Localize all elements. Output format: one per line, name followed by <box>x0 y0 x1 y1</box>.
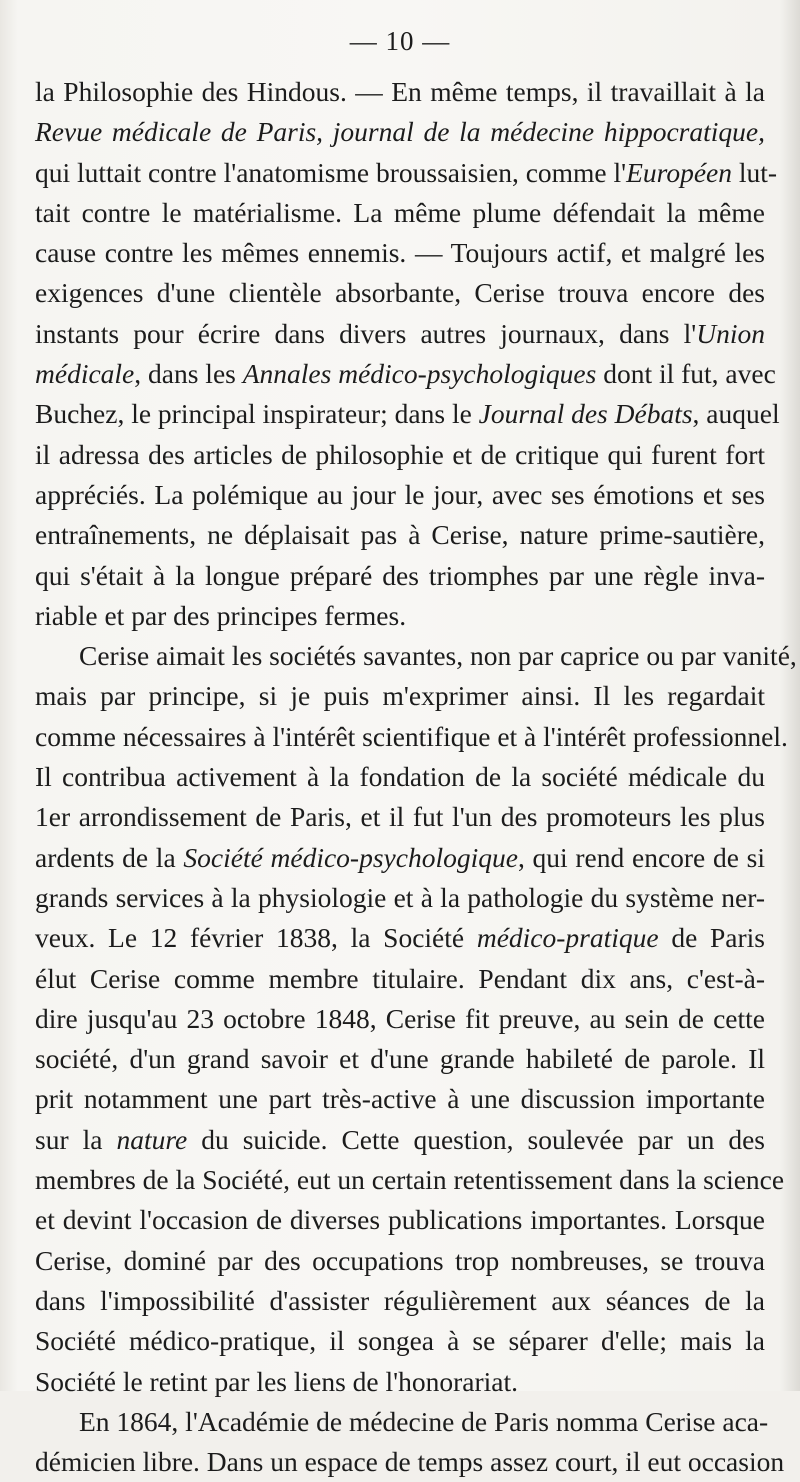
text-segment: qui s'était à la longue préparé des triomphes par une règle inva- <box>35 559 765 591</box>
text-segment: instants pour écrire dans divers autres journaux, dans l' <box>35 317 697 349</box>
text-line <box>35 72 765 112</box>
text-segment: Société le retint par les liens de l'honorariat. <box>35 1365 518 1397</box>
text-line <box>35 1442 785 1482</box>
text-segment: prit notamment une part très-active à une discussion importante <box>35 1083 765 1115</box>
text-segment: qui luttait contre l'anatomisme broussaisien, comme l' <box>35 156 627 188</box>
text-line <box>35 394 780 434</box>
italic-text-segment: Union <box>696 317 765 349</box>
text-line <box>35 676 765 716</box>
text-line <box>35 797 765 837</box>
text-line <box>35 556 765 596</box>
text-line <box>35 1160 785 1200</box>
text-line <box>35 717 788 757</box>
text-segment: tait contre le matérialisme. La même plume défendait la même <box>35 196 765 228</box>
text-segment: exigences d'une clientèle absorbante, Cerise trouva encore des <box>35 277 765 309</box>
text-segment: Il contribua activement à la fondation de la société médicale du <box>35 761 765 793</box>
text-segment: mais par principe, si je puis m'exprimer ainsi. Il les regardait <box>35 680 765 712</box>
text-segment: Buchez, le principal inspirateur; dans le <box>35 398 479 430</box>
text-segment: appréciés. La polémique au jour le jour, avec ses émotions et ses <box>35 478 765 510</box>
text-segment: comme nécessaires à l'intérêt scientifique et à l'intérêt professionnel. <box>35 720 788 752</box>
text-segment: , auquel <box>692 398 780 430</box>
text-line <box>35 918 765 958</box>
text-segment: élut Cerise comme membre titulaire. Pendant dix ans, c'est-à- <box>35 962 765 994</box>
text-segment: dans l'impossibilité d'assister régulièrement aux séances de la <box>35 1284 765 1316</box>
text-line <box>35 112 765 152</box>
italic-text-segment: Journal des Débats <box>478 398 693 430</box>
page-number: — 10 — <box>349 26 451 56</box>
text-line <box>35 959 765 999</box>
text-segment: du suicide. Cette question, soulevée par un des <box>187 1123 765 1155</box>
text-line <box>35 999 765 1039</box>
text-line <box>35 1321 765 1361</box>
text-segment: dire jusqu'au 23 octobre 1848, Cerise fit preuve, au sein de cette <box>35 1002 765 1034</box>
text-segment: riable et par des principes fermes. <box>35 599 407 631</box>
text-segment: Société médico-pratique, il songea à se séparer d'elle; mais la <box>35 1325 765 1357</box>
text-line <box>35 1120 765 1160</box>
text-segment: il adressa des articles de philosophie et de critique qui furent fort <box>35 438 765 470</box>
text-segment: dont il fut, avec <box>596 358 776 390</box>
text-line <box>35 153 778 193</box>
italic-text-segment: Revue médicale de Paris, journal de la médecine hippocratique, <box>35 116 765 148</box>
text-line <box>35 1362 765 1402</box>
text-line <box>35 354 776 394</box>
text-segment: sur la <box>35 1123 117 1155</box>
text-segment: , dans les <box>134 358 243 390</box>
text-line <box>35 273 765 313</box>
text-line <box>35 1402 769 1442</box>
text-segment: démicien libre. Dans un espace de temps assez court, il eut occasion <box>35 1446 785 1478</box>
text-segment: veux. Le 12 février 1838, la Société <box>35 922 477 954</box>
text-line <box>35 1281 765 1321</box>
text-line <box>35 1200 765 1240</box>
text-segment: lut- <box>732 156 778 188</box>
page-body-text <box>35 72 797 1482</box>
text-segment: 1er arrondissement de Paris, et il fut l'un des promoteurs les plus <box>35 801 765 833</box>
text-line <box>35 1241 765 1281</box>
text-line <box>35 1079 765 1119</box>
text-line <box>35 435 765 475</box>
text-line <box>35 878 765 918</box>
text-line <box>35 515 765 555</box>
italic-text-segment: médicale <box>35 358 135 390</box>
text-line <box>35 475 765 515</box>
text-segment: et devint l'occasion de diverses publications importantes. Lorsque <box>35 1204 765 1236</box>
text-segment: de Paris <box>658 922 765 954</box>
text-line <box>35 1039 765 1079</box>
italic-text-segment: Annales médico-psychologiques <box>242 358 597 390</box>
text-segment: la Philosophie des Hindous. — En même temps, il travaillait à la <box>35 76 765 107</box>
text-segment: entraînements, ne déplaisait pas à Cerise, nature prime-sautière, <box>35 519 765 551</box>
text-segment: cause contre les mêmes ennemis. — Toujours actif, et malgré les <box>35 237 765 269</box>
text-segment: société, d'un grand savoir et d'une grande habileté de parole. Il <box>35 1043 765 1075</box>
text-line <box>35 636 797 676</box>
italic-text-segment: Européen <box>626 156 733 188</box>
italic-text-segment: nature <box>116 1123 188 1155</box>
text-line <box>35 838 765 878</box>
text-line <box>35 596 765 636</box>
text-segment: , qui rend encore de si <box>517 841 766 873</box>
text-segment: grands services à la physiologie et à la pathologie du système ner- <box>35 881 765 913</box>
text-segment: En 1864, l'Académie de médecine de Paris nomma Cerise aca- <box>79 1405 769 1437</box>
text-line <box>35 314 765 354</box>
text-segment: ardents de la <box>35 841 184 873</box>
text-segment: Cerise aimait les sociétés savantes, non par caprice ou par vanité, <box>79 640 797 672</box>
text-line <box>35 193 765 233</box>
text-segment: membres de la Société, eut un certain retentissement dans la science <box>35 1164 785 1196</box>
text-line <box>35 233 765 273</box>
text-line <box>35 757 765 797</box>
italic-text-segment: médico-pratique <box>476 922 659 954</box>
text-segment: Cerise, dominé par des occupations trop nombreuses, se trouva <box>35 1244 765 1276</box>
italic-text-segment: Société médico-psychologique <box>183 841 518 873</box>
